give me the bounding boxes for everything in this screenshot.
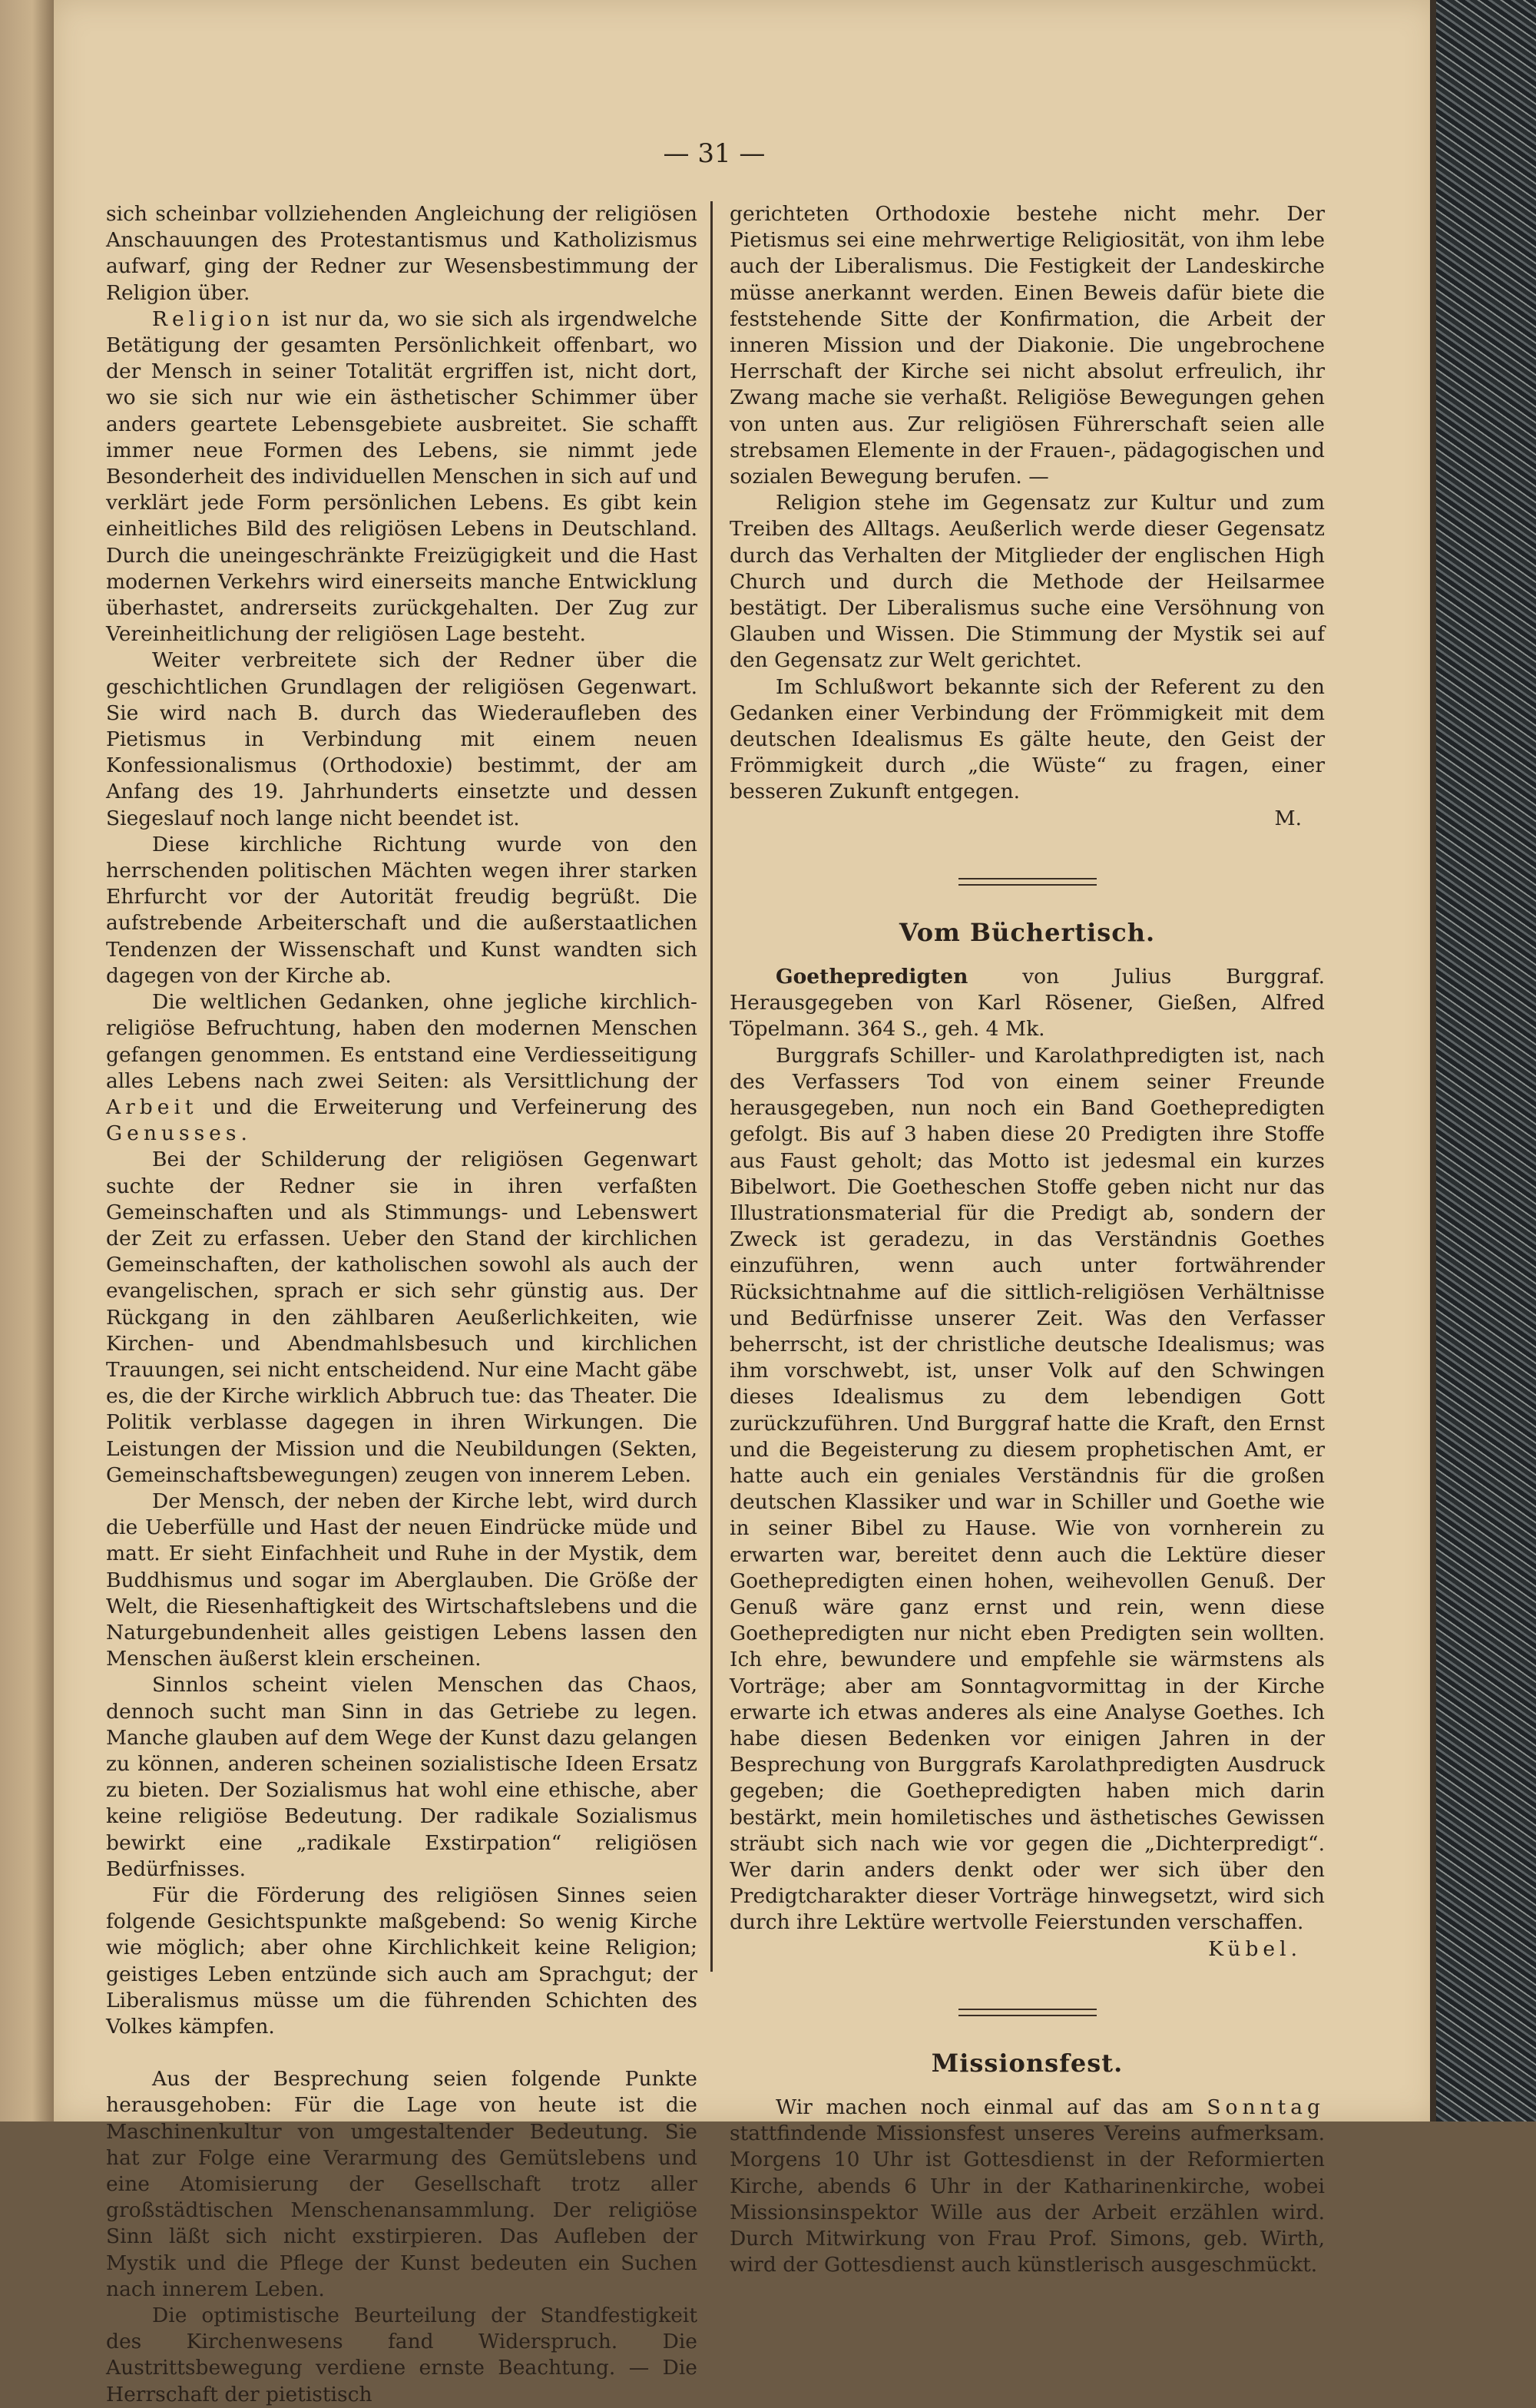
paragraph: Bei der Schilderung der religiösen Gegenwart suchte der Redner sie in ihren verfaßten Gemeinschaften und als Stimmungs- und Lebenswert der Zeit zu erfassen. Ueber den Stand der kirchlichen Gemeinschaften, der katholischen sowohl als auch der evangelischen, sprach er sich sehr günstig aus. Der Rückgang in den zählbaren Aeußerlichkeiten, wie Kirchen- und Abendmahlsbesuch und kirchlichen Trauungen, sei nicht entscheidend. Nur eine Macht gäbe es, die der Kirche wirklich Abbruch tue: das Theater. Die Politik verblasse dagegen in ihren Wirkungen. Die Leistungen der Mission und die Neubildungen (Sekten, Gemeinschaftsbewegungen) zeugen von innerem Leben. bbox=[106, 1148, 697, 1487]
paragraph: Religion ist nur da, wo sie sich als irgendwelche Betätigung der gesamten Persönlichkeit offenbart, wo der Mensch in seiner Totalität ergriffen ist, nicht dort, wo sie sich nur wie ein ästhetischer Schimmer über anders geartete Lebensgebiete ausbreitet. Sie schafft immer neue Formen des Lebens, sie nimmt jede Besonderheit des individuellen Menschen in sich auf und verklärt jede Form persönlichen Lebens. Es gibt kein einheitliches Bild des religiösen Lebens in Deutschland. Durch die uneingeschränkte Freizügigkeit und die Hast modernen Verkehrs wird einerseits manche Entwicklung überhastet, andrerseits zurückgehalten. Der Zug zur Vereinheitlichung der religiösen Lage besteht. bbox=[106, 306, 697, 647]
signature: M. bbox=[1274, 806, 1302, 830]
paragraph: gerichteten Orthodoxie bestehe nicht mehr. Der Pietismus sei eine mehrwertige Religiosität, von ihm lebe auch der Liberalismus. Die Festigkeit der Landeskirche müsse anerkannt werden. Einen Beweis dafür biete die feststehende Sitte der Konfirmation, die Arbeit der inneren Mission und der Diakonie. Die ungebrochene Herrschaft der Kirche sei nicht absolut erfreulich, ihr Zwang mache sie verhaßt. Religiöse Bewegungen gehen von unten aus. Zur religiösen Führerschaft seien alle strebsamen Elemente in der Frauen-, pädagogischen und sozialen Bewegung berufen. — bbox=[730, 202, 1325, 489]
paragraph: Burggrafs Schiller- und Karolathpredigten ist, nach des Verfassers Tod von einem seiner Freunde herausgegeben, nun noch ein Band Goethepredigten gefolgt. Bis auf 3 haben diese 20 Predigten ihre Stoffe aus Faust geholt; das Motto ist jedesmal ein kurzes Bibelwort. Die Goetheschen Stoffe geben nicht nur das Illustrationsmaterial für die Predigt ab, sondern der Zweck ist geradezu, in das Verständnis Goethes einzuführen, wenn auch unter fortwährender Rücksichtnahme auf die sittlich-religiösen Verhältnisse und Bedürfnisse unserer Zeit. Was den Verfasser beherrscht, ist der christliche deutsche Idealismus; was ihm vorschwebt, ist, unser Volk auf den Schwingen dieses Idealismus zu dem lebendigen Gott zurückzuführen. Und Burggraf hatte die Kraft, den Ernst und die Begeisterung zu diesem prophetischen Amt, er hatte auch ein geniales Verständnis für die großen deutschen Klassiker und war in Schiller und Goethe wie in seiner Bibel zu Hause. Wie von vornherein zu erwarten war, bereitet denn auch die Lektüre dieser Goethepredigten einen hohen, weihevollen Genuß. Der Genuß wäre ganz ernst und rein, wenn diese Goethepredigten nur nicht eben Predigten sein wollten. Ich ehre, bewundere und empfehle sie wärmstens als Vorträge; aber am Sonntagvormittag in der Kirche erwarte ich etwas anderes als eine Analyse Goethes. Ich habe diesen Bedenken vor einigen Jahren in der Besprechung von Burggrafs Karolathpredigten Ausdruck gegeben; die Goethepredigten haben mich darin bestärkt, mein homiletisches und ästhetisches Gewissen sträubt sich nach wie vor gegen die „Dichterpredigt“. Wer darin anders denkt oder wer sich über den Predigtcharakter dieser Vorträge hinwegsetzt, wird sich durch ihre Lektüre wertvolle Feierstunden verschaffen. bbox=[730, 1043, 1325, 1935]
paragraph: Diese kirchliche Richtung wurde von den herrschenden politischen Mächten wegen ihrer starken Ehrfurcht vor der Autorität freudig begrüßt. Die aufstrebende Arbeiterschaft und die außerstaatlichen Tendenzen der Wissenschaft und Kunst wandten sich dagegen von der Kirche ab. bbox=[106, 832, 697, 988]
page-number: — 31 — bbox=[663, 138, 766, 169]
section-heading: Missionsfest. bbox=[931, 2048, 1124, 2078]
emphasis: Arbeit bbox=[106, 1095, 198, 1119]
paragraph: Der Mensch, der neben der Kirche lebt, wird durch die Ueberfülle und Hast der neuen Eindrücke müde und matt. Er sieht Einfachheit und Ruhe in der Mystik, dem Buddhismus und sogar im Aberglauben. Die Größe der Welt, die Riesenhaftigkeit des Wirtschaftslebens und die Naturgebundenheit alles geistigen Lebens lassen den Menschen äußerst klein erscheinen. bbox=[106, 1489, 697, 1671]
emphasis: Genusses. bbox=[106, 1121, 252, 1146]
book-title: Goethepredigten bbox=[776, 965, 968, 989]
left-page-edge bbox=[0, 0, 54, 2121]
paragraph: Weiter verbreitete sich der Redner über die geschichtlichen Grundlagen der religiösen Gegenwart. Sie wird nach B. durch das Wiederaufleben des Pietismus in Verbindung mit einem neuen Konfessionalismus (Orthodoxie) bestimmt, der am Anfang des 19. Jahrhunderts einsetzte und dessen Siegeslauf noch lange nicht beendet ist. bbox=[106, 648, 697, 830]
paragraph: Im Schlußwort bekannte sich der Referent zu den Gedanken einer Verbindung der Frömmigkeit mit dem deutschen Idealismus Es gälte heute, den Geist der Frömmigkeit durch „die Wüste“ zu fragen, einer besseren Zukunft entgegen. bbox=[730, 674, 1325, 804]
section-rule bbox=[958, 2009, 1097, 2016]
book-citation: Goethepredigten von Julius Burggraf. Herausgegeben von Karl Rösener, Gießen, Alfred Töpelmann. 364 S., geh. 4 Mk. bbox=[730, 965, 1325, 1042]
left-column bbox=[106, 201, 697, 2408]
section-heading: Vom Büchertisch. bbox=[899, 917, 1156, 947]
paragraph: Sinnlos scheint vielen Menschen das Chaos, dennoch sucht man Sinn in das Getriebe zu legen. Manche glauben auf dem Wege der Kunst dazu gelangen zu können, anderen scheinen sozialistische Ideen Ersatz zu bieten. Der Sozialismus hat wohl eine ethische, aber keine religiöse Bedeutung. Der radikale Sozialismus bewirkt eine „radikale Exstirpation“ religiösen Bedürfnisses. bbox=[106, 1673, 697, 1881]
emphasis: Sonntag bbox=[1207, 2095, 1325, 2119]
paragraph: sich scheinbar vollziehenden Angleichung der religiösen Anschauungen des Protestantismus und Katholizismus aufwarf, ging der Redner zur Wesensbestimmung der Religion über. bbox=[106, 202, 697, 305]
marbled-cover bbox=[1436, 0, 1536, 2121]
emphasis: Religion bbox=[152, 306, 275, 331]
paragraph: Wir machen noch einmal auf das am Sonntag stattfindende Missionsfest unseres Vereins aufmerksam. Morgens 10 Uhr ist Gottesdienst in der Reformierten Kirche, abends 6 Uhr in der Katharinenkirche, wobei Missionsinspektor Wille aus der Arbeit erzählen wird. Durch Mitwirkung von Frau Prof. Simons, geb. Wirth, wird der Gottesdienst auch künstlerisch ausgeschmückt. bbox=[730, 2095, 1325, 2277]
paragraph: Für die Förderung des religiösen Sinnes seien folgende Gesichtspunkte maßgebend: So wenig Kirche wie möglich; aber ohne Kirchlichkeit keine Religion; geistiges Leben entzünde sich auch am Sprachgut; der Liberalismus müsse um die führenden Schichten des Volkes kämpfen. bbox=[106, 1883, 697, 2039]
section-rule bbox=[958, 878, 1097, 886]
paragraph: Die optimistische Beurteilung der Standfestigkeit des Kirchenwesens fand Widerspruch. Die Austrittsbewegung verdiene ernste Beachtung. — Die Herrschaft der pietistisch bbox=[106, 2304, 697, 2406]
paragraph: Aus der Besprechung seien folgende Punkte herausgehoben: Für die Lage von heute ist die Maschinenkultur von umgestaltender Bedeutung. Sie hat zur Folge eine Verarmung des Gemütslebens und eine Atomisierung der Gesellschaft trotz aller großstädtischen Menschenansammlung. Der religiöse Sinn läßt sich nicht exstirpieren. Das Aufleben der Mystik und die Pflege der Kunst bedeuten ein Suchen nach innerem Leben. bbox=[106, 2067, 697, 2301]
paragraph: Religion stehe im Gegensatz zur Kultur und zum Treiben des Alltags. Aeußerlich werde dieser Gegensatz durch das Verhalten der Mitglieder der englischen High Church und durch die Methode der Heilsarmee bestätigt. Der Liberalismus suche eine Versöhnung von Glauben und Wissen. Die Stimmung der Mystik sei auf den Gegensatz zur Welt gerichtet. bbox=[730, 491, 1325, 673]
paragraph: Die weltlichen Gedanken, ohne jegliche kirchlich-religiöse Befruchtung, haben den modernen Menschen gefangen genommen. Es entstand eine Verdiesseitigung alles Lebens nach zwei Seiten: als Versittlichung der Arbeit und die Erweiterung und Verfeinerung des Genusses. bbox=[106, 990, 697, 1146]
signature: Kübel. bbox=[1208, 1936, 1302, 1961]
right-column bbox=[730, 201, 1325, 2278]
column-divider bbox=[710, 201, 713, 1972]
